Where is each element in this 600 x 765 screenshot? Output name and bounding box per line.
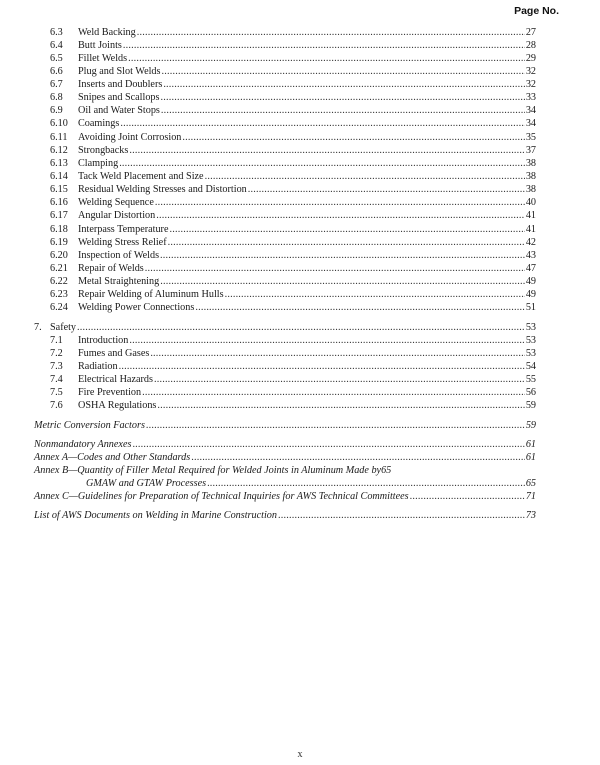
section-6-list [34,26,536,315]
toc-entry[interactable] [34,39,536,52]
entry-title: Plug and Slot Welds [78,65,161,77]
dot-leader [129,334,524,347]
entry-title: Introduction [78,334,129,346]
toc-entry[interactable] [34,131,536,144]
entry-number: 7.6 [50,400,63,412]
toc-entry[interactable] [34,26,536,39]
toc-entry[interactable] [34,104,536,117]
entry-title: Metal Straightening [78,276,160,288]
entry-number: 6.20 [50,249,68,261]
entry-title: Coamings [78,118,120,130]
entry-number: 7.2 [50,347,63,359]
toc-entry-chapter-7[interactable] [34,321,536,334]
toc-entry[interactable] [34,360,536,373]
entry-number: 7.1 [50,334,63,346]
entry-page: 37 [525,144,536,156]
entry-number: 6.14 [50,171,68,183]
dot-leader [120,117,524,130]
dot-leader [163,78,525,91]
toc-entry-annex-b-line1[interactable] [34,464,536,477]
dot-leader [128,52,525,65]
dot-leader [142,386,525,399]
toc-entry[interactable] [34,334,536,347]
entry-title: Interpass Temperature [78,223,169,235]
entry-page: 54 [525,361,536,373]
dot-leader [137,26,525,39]
entry-page: 59 [525,400,536,412]
entry-page: 42 [525,236,536,248]
toc-entry[interactable] [34,275,536,288]
dot-leader [182,131,524,144]
entry-title: Weld Backing [78,26,136,38]
dot-leader [145,262,525,275]
toc-entry[interactable] [34,196,536,209]
entry-page: 32 [525,65,536,77]
entry-title: Inserts and Doublers [78,79,163,91]
dot-leader [207,477,525,490]
entry-number: 6.19 [50,236,68,248]
toc-entry[interactable] [34,183,536,196]
entry-title: Metric Conversion Factors [34,419,145,431]
toc-entry[interactable] [34,52,536,65]
toc-entry[interactable] [34,262,536,275]
entry-title: Repair Welding of Aluminum Hulls [78,289,224,301]
toc-entry[interactable] [34,144,536,157]
entry-page: 38 [525,171,536,183]
entry-number: 6.6 [50,65,63,77]
dot-leader [191,451,525,464]
entry-page: 38 [525,157,536,169]
entry-number: 6.10 [50,118,68,130]
entry-title: Inspection of Welds [78,249,160,261]
entry-page: 32 [525,79,536,91]
entry-page: 61 [525,438,536,450]
entry-page: 29 [525,52,536,64]
entry-title: Angular Distortion [78,210,156,222]
entry-page: 51 [525,302,536,314]
entry-page: 43 [525,249,536,261]
entry-page: 41 [525,210,536,222]
toc-entry-annex-c[interactable] [34,490,536,503]
entry-page: 34 [525,105,536,117]
entry-page: 35 [525,131,536,143]
dot-leader [77,321,525,334]
entry-title: Welding Sequence [78,197,154,209]
dot-leader [168,236,525,249]
entry-number: 6.18 [50,223,68,235]
dot-leader [123,39,525,52]
dot-leader [410,490,525,503]
entry-page: 41 [525,223,536,235]
entry-number: 6.3 [50,26,63,38]
entry-title: Welding Stress Relief [78,236,167,248]
toc-entry-metric-conversion[interactable] [34,419,536,432]
toc-entry[interactable] [34,386,536,399]
toc-entry[interactable] [34,78,536,91]
entry-page: 61 [525,451,536,463]
entry-title: Tack Weld Placement and Size [78,171,204,183]
entry-title: Fillet Welds [78,52,128,64]
toc-entry[interactable] [34,249,536,262]
dot-leader [160,275,525,288]
dot-leader [195,301,524,314]
entry-page: 53 [525,321,536,333]
dot-leader [119,360,525,373]
entry-page: 56 [525,387,536,399]
toc-entry-list-of-aws-documents[interactable] [34,509,536,522]
entry-number: 6.16 [50,197,68,209]
dot-leader [169,223,524,236]
toc-entry[interactable] [34,170,536,183]
dot-leader [161,65,524,78]
entry-title: Electrical Hazards [78,374,153,386]
entry-title: Avoiding Joint Corrosion [78,131,182,143]
page-no-header: Page No. [514,5,559,17]
entry-title: OSHA Regulations [78,400,157,412]
toc-entry-annex-b-line2[interactable] [34,477,536,490]
entry-number: 6.17 [50,210,68,222]
toc-entry[interactable] [34,236,536,249]
dot-leader [119,157,525,170]
toc-entry[interactable] [34,157,536,170]
entry-number: 6.15 [50,184,68,196]
entry-title: Safety [50,321,77,333]
dot-leader [146,419,525,432]
entry-page: 53 [525,347,536,359]
entry-title: Annex B—Quantity of Filler Metal Required for Welded Joints in Aluminum Made by65 [34,465,392,476]
entry-title: Radiation [78,361,118,373]
toc-entry[interactable] [34,91,536,104]
toc-entry-nonmandatory-annexes[interactable] [34,438,536,451]
entry-page: 33 [525,92,536,104]
entry-page: 71 [525,491,536,503]
entry-page: 73 [525,510,536,522]
entry-title: List of AWS Documents on Welding in Marine Construction [34,510,277,522]
toc-entry[interactable] [34,288,536,301]
dot-leader [150,347,525,360]
toc-entry[interactable] [34,117,536,130]
entry-title: Clamping [78,157,119,169]
page-footer-number: x [297,749,303,760]
entry-title: Snipes and Scallops [78,92,160,104]
toc-entry[interactable] [34,347,536,360]
entry-page: 28 [525,39,536,51]
entry-page: 49 [525,276,536,288]
entry-title: Annex C—Guidelines for Preparation of Technical Inquiries for AWS Technical Committees [34,491,409,503]
entry-title: Butt Joints [78,39,122,51]
toc-entry[interactable] [34,223,536,236]
toc-entry[interactable] [34,373,536,386]
entry-number: 6.8 [50,92,63,104]
entry-title: Fire Prevention [78,387,142,399]
dot-leader [225,288,525,301]
dot-leader [156,209,525,222]
dot-leader [129,144,524,157]
entry-number: 7.5 [50,387,63,399]
dot-leader [160,249,525,262]
entry-number: 7. [34,321,42,333]
toc-entry[interactable] [34,399,536,412]
entry-page: 49 [525,289,536,301]
entry-page: 55 [525,374,536,386]
entry-number: 6.24 [50,302,68,314]
dot-leader [154,373,525,386]
entry-page: 34 [525,118,536,130]
entry-number: 6.7 [50,79,63,91]
entry-number: 6.9 [50,105,63,117]
entry-number: 6.12 [50,144,68,156]
dot-leader [157,399,524,412]
entry-number: 6.21 [50,263,68,275]
entry-number: 6.23 [50,289,68,301]
table-of-contents [34,26,536,523]
entry-number: 6.22 [50,276,68,288]
entry-page: 59 [525,419,536,431]
dot-leader [205,170,525,183]
entry-page: 53 [525,334,536,346]
entry-title: Fumes and Gases [78,347,150,359]
dot-leader [161,91,525,104]
entry-page: 47 [525,263,536,275]
entry-page: 27 [525,26,536,38]
entry-page: 65 [525,478,536,490]
dot-leader [248,183,525,196]
dot-leader [161,104,525,117]
entry-page: 38 [525,184,536,196]
toc-entry[interactable] [34,301,536,314]
entry-number: 6.11 [50,131,68,143]
entry-title: Residual Welding Stresses and Distortion [78,184,247,196]
section-7-list [34,334,536,413]
dot-leader [278,509,525,522]
entry-number: 7.4 [50,374,63,386]
toc-entry[interactable] [34,65,536,78]
entry-number: 7.3 [50,361,63,373]
entry-number: 6.13 [50,157,68,169]
entry-page: 40 [525,197,536,209]
dot-leader [155,196,525,209]
entry-title: Welding Power Connections [78,302,195,314]
entry-title: Strongbacks [78,144,129,156]
entry-title: Oil and Water Stops [78,105,160,117]
entry-number: 6.5 [50,52,63,64]
toc-entry-annex-a[interactable] [34,451,536,464]
entry-title: Annex A—Codes and Other Standards [34,451,191,463]
toc-entry[interactable] [34,209,536,222]
entry-title-continued: GMAW and GTAW Processes [86,478,207,490]
dot-leader [132,438,524,451]
entry-number: 6.4 [50,39,63,51]
entry-title: Repair of Welds [78,263,144,275]
entry-title: Nonmandatory Annexes [34,438,132,450]
